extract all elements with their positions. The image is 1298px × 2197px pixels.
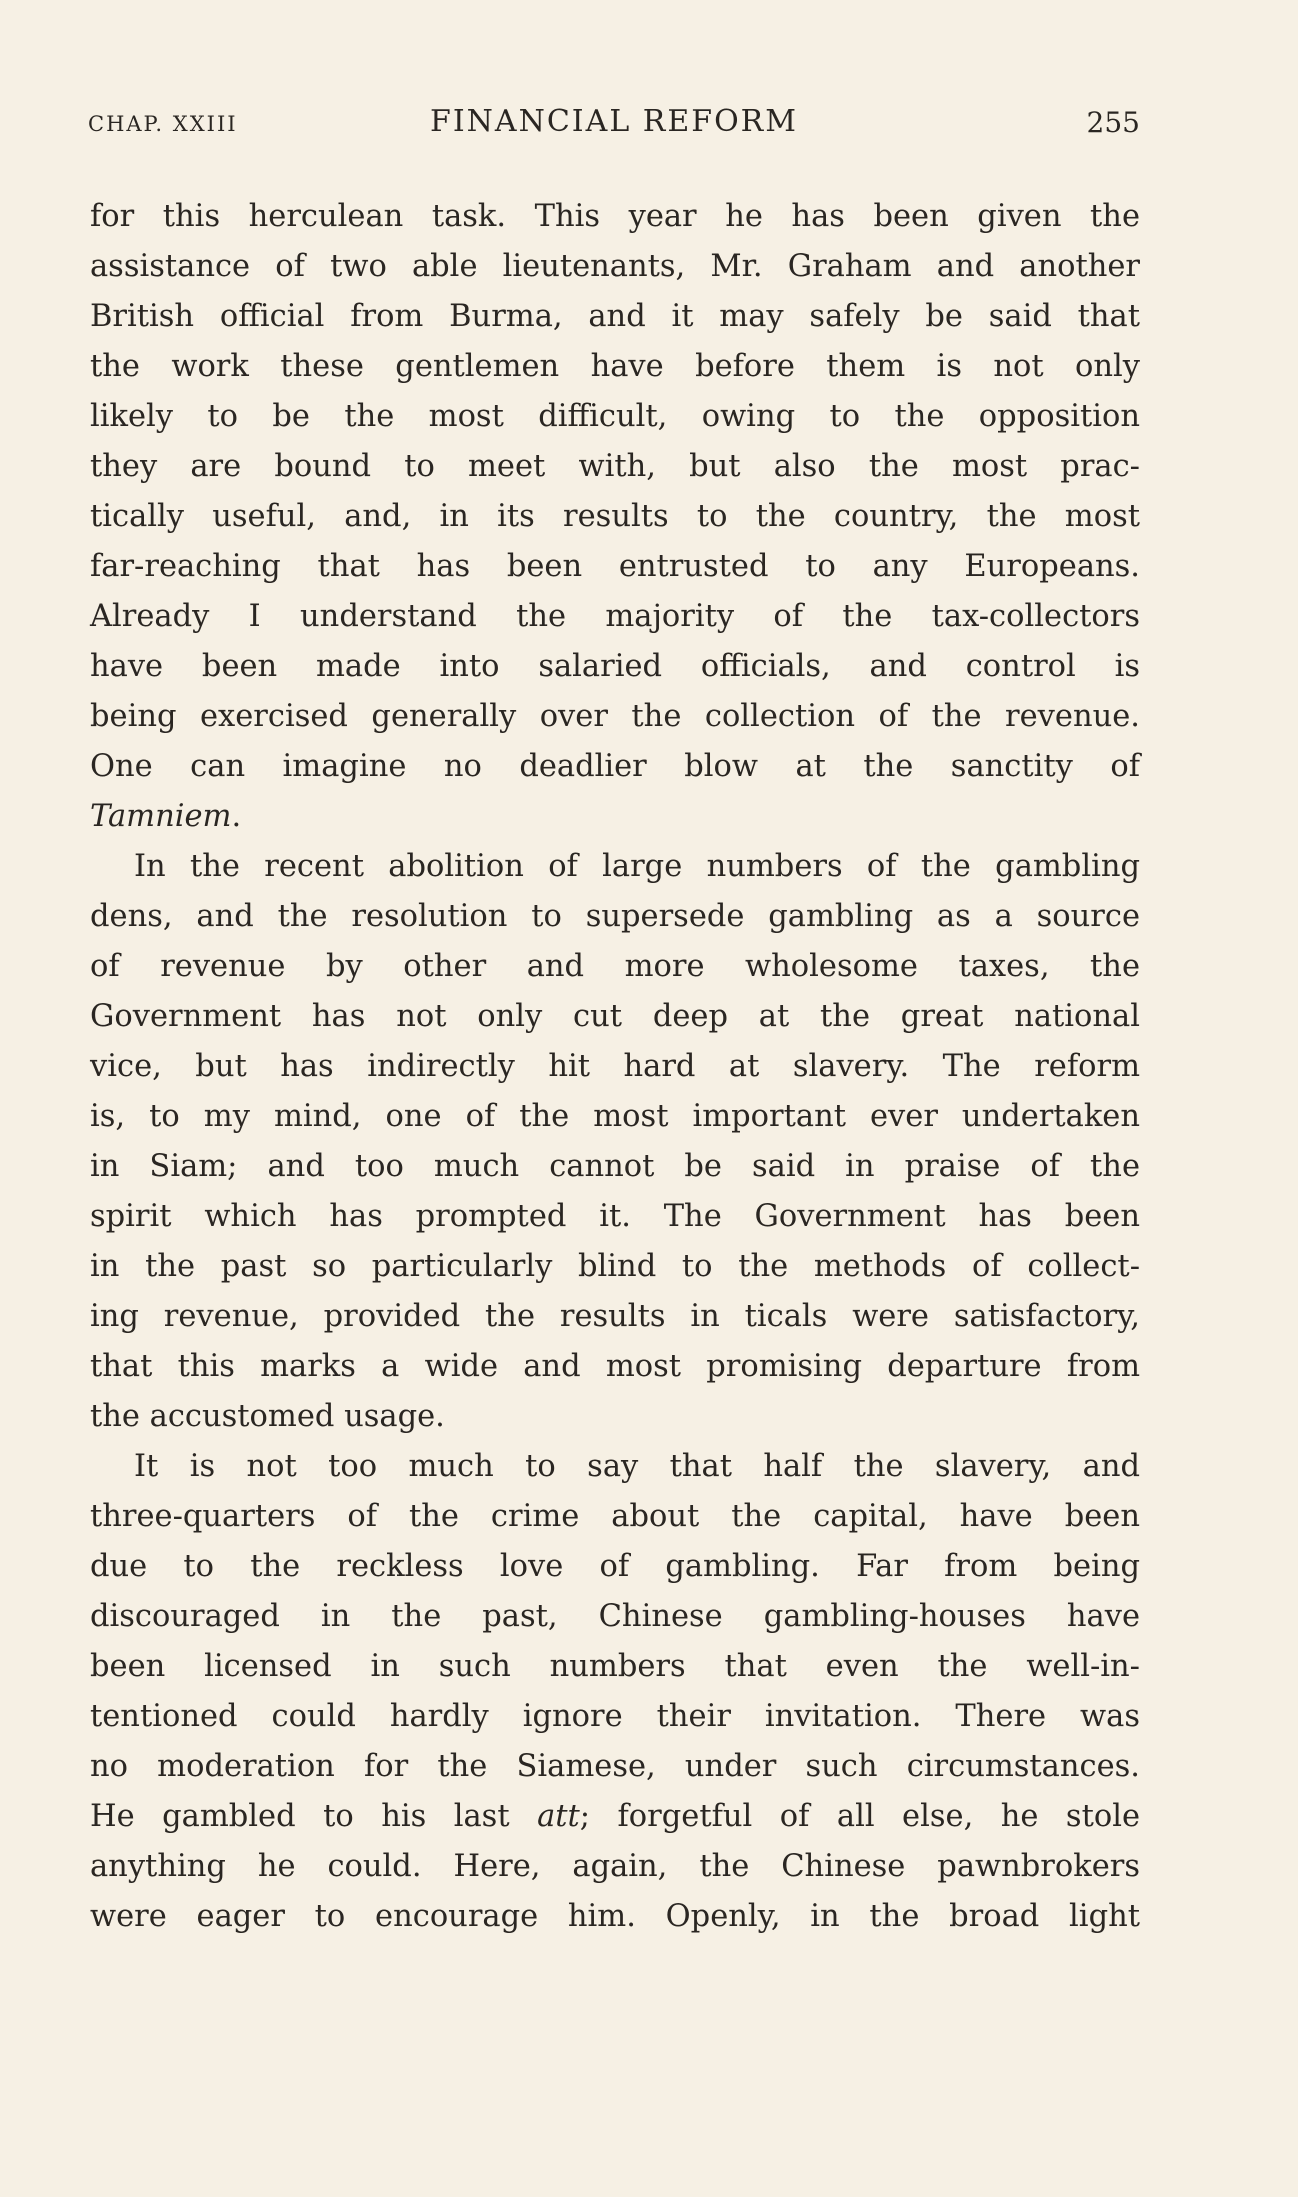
text-line: have been made into salaried officials, and control is [90,649,1140,684]
text-line: tically useful, and, in its results to the country, the most [90,499,1140,534]
text-line: anything he could. Here, again, the Chinese pawnbrokers [90,1849,1140,1884]
text-line: were eager to encourage him. Openly, in the broad light [90,1899,1140,1934]
text-line: the accustomed usage. [90,1399,445,1434]
text-line: three-quarters of the crime about the capital, have been [90,1499,1140,1534]
text-line: far-reaching that has been entrusted to any Europeans. [90,549,1140,584]
text-line: they are bound to meet with, but also the most prac- [90,449,1140,484]
body-text [90,192,1140,1942]
text-line: of revenue by other and more wholesome taxes, the [90,949,1140,984]
text-line: for this herculean task. This year he has been given the [90,199,1140,234]
text-line: One can imagine no deadlier blow at the sanctity of [90,749,1140,784]
text-line: in the past so particularly blind to the methods of collect- [90,1249,1140,1284]
text-line: It is not too much to say that half the slavery, and [134,1449,1140,1484]
text-line: dens, and the resolution to supersede gambling as a source [90,899,1140,934]
text-line: discouraged in the past, Chinese gambling-houses have [90,1599,1140,1634]
text-line: been licensed in such numbers that even the well-in- [90,1649,1140,1684]
chapter-title: FINANCIAL REFORM [430,104,798,139]
text-line: British official from Burma, and it may safely be said that [90,299,1140,334]
text-line: In the recent abolition of large numbers of the gambling [134,849,1140,884]
text-line: Government has not only cut deep at the great national [90,999,1140,1034]
text-line: He gambled to his last att; forgetful of all else, he stole [90,1799,1140,1834]
text-line: ing revenue, provided the results in ticals were satisfactory, [90,1299,1140,1334]
text-line: the work these gentlemen have before them is not only [90,349,1140,384]
text-line: in Siam; and too much cannot be said in praise of the [90,1149,1140,1184]
italic-term: att [537,1799,580,1834]
text-line: being exercised generally over the collection of the revenue. [90,699,1140,734]
text-line: Tamniem. [90,799,242,834]
text-line: Already I understand the majority of the tax-collectors [90,599,1140,634]
page-number: 255 [1086,106,1140,139]
text-line: likely to be the most difficult, owing to the opposition [90,399,1140,434]
text-line: due to the reckless love of gambling. Far from being [90,1549,1140,1584]
text-line: that this marks a wide and most promising departure from [90,1349,1140,1384]
text-line: tentioned could hardly ignore their invitation. There was [90,1699,1140,1734]
chapter-label: CHAP. XXIII [88,112,238,136]
text-line: is, to my mind, one of the most important ever undertaken [90,1099,1140,1134]
text-line: spirit which has prompted it. The Government has been [90,1199,1140,1234]
text-line: vice, but has indirectly hit hard at slavery. The reform [90,1049,1140,1084]
running-head [88,104,1140,144]
italic-term: Tamniem [90,799,232,834]
text-line: assistance of two able lieutenants, Mr. Graham and another [90,249,1140,284]
text-line: no moderation for the Siamese, under such circumstances. [90,1749,1140,1784]
